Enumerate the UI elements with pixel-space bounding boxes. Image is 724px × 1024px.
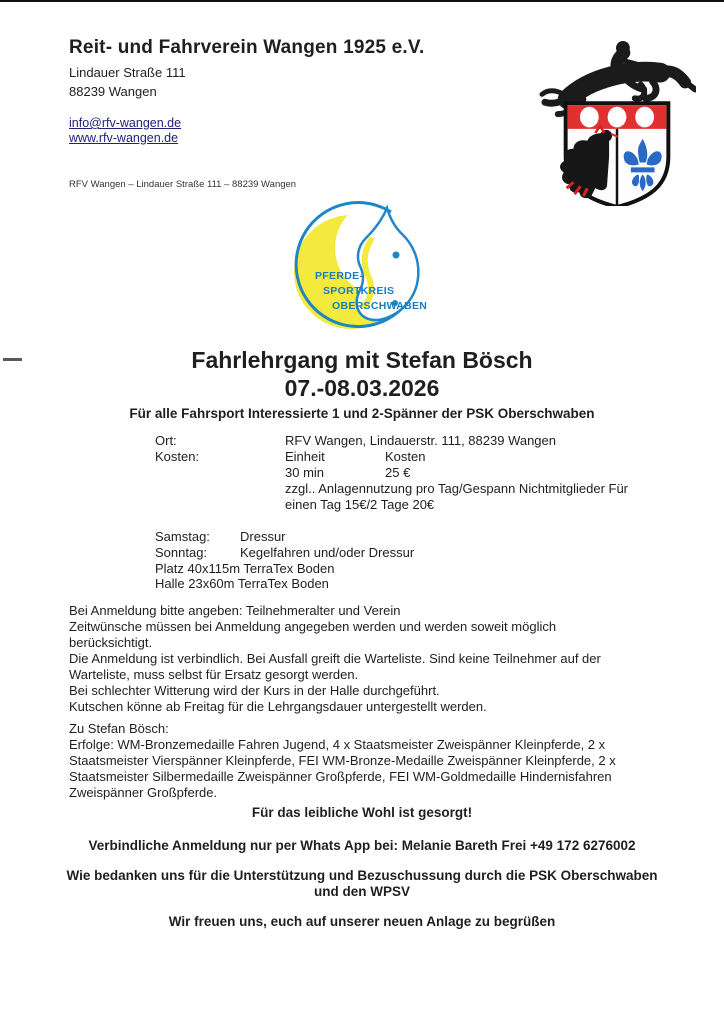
psk-oberschwaben-logo	[291, 201, 433, 339]
bio-line: Erfolge: WM-Bronzemedaille Fahren Jugend, 4 x Staatsmeister Zweispänner Kleinpferde, 2 x	[69, 737, 606, 752]
event-date: 07.-08.03.2026	[284, 375, 440, 401]
sender-address-line: RFV Wangen – Lindauer Straße 111 – 88239 Wangen	[69, 179, 297, 190]
info-line: Warteliste, muss selbst für Ersatz gesorgt werden.	[69, 667, 359, 682]
info-line: Kutschen könne ab Freitag für die Lehrgangsdauer untergestellt werden.	[69, 699, 487, 714]
address-street: Lindauer Straße 111	[69, 65, 186, 80]
kosten-label: Kosten:	[155, 449, 200, 464]
title-block	[0, 346, 724, 421]
page-title: Fahrlehrgang mit Stefan Bösch	[191, 347, 533, 373]
website-link[interactable]: www.rfv-wangen.de	[69, 131, 179, 145]
einheit-value: 30 min	[285, 465, 325, 480]
wangen-shield-icon	[560, 103, 668, 206]
org-name: Reit- und Fahrverein Wangen 1925 e.V.	[69, 37, 425, 58]
registration-contact-line: Verbindliche Anmeldung nur per Whats App bei: Melanie Bareth Frei +49 172 6276002	[88, 838, 636, 853]
zusatz-line1: zzgl.. Anlagennutzung pro Tag/Gespann Nichtmitglieder Für	[285, 481, 629, 496]
samstag-value: Dressur	[240, 529, 286, 544]
bio-line: Staatsmeister Vierspänner Kleinpferde, FEI WM-Bronze-Medaille Zweispänner Kleinpferde, 2 x	[69, 753, 616, 768]
wangen-coat-of-arms-logo	[538, 38, 696, 206]
ort-value: RFV Wangen, Lindauerstr. 111, 88239 Wangen	[285, 433, 557, 448]
address-city: 88239 Wangen	[69, 84, 157, 99]
info-line: Die Anmeldung ist verbindlich. Bei Ausfall greift die Warteliste. Sind keine Teilnehmer auf der	[69, 651, 601, 666]
letterhead	[69, 36, 425, 146]
kosten-header: Kosten	[385, 449, 426, 464]
welcome-line: Wir freuen uns, euch auf unserer neuen Anlage zu begrüßen	[168, 914, 556, 929]
schedule-block	[155, 529, 414, 592]
samstag-label: Samstag:	[155, 529, 210, 544]
psk-text-line1: PFERDE-	[315, 270, 364, 282]
bio-line: Staatsmeister Silbermedaille Zweispänner Großpferde, FEI WM-Goldmedaille Hindernisfahren	[69, 769, 612, 784]
bio-line: Zu Stefan Bösch:	[69, 721, 169, 736]
kosten-value: 25 €	[385, 465, 411, 480]
trainer-bio	[69, 721, 699, 801]
thanks-line	[0, 868, 724, 900]
zusatz-line2: einen Tag 15€/2 Tage 20€	[285, 497, 435, 512]
info-line: Zeitwünsche müssen bei Anmeldung angegeben werden und werden soweit möglich	[69, 619, 557, 634]
halle-line: Halle 23x60m TerraTex Boden	[155, 576, 329, 592]
info-line: berücksichtigt.	[69, 635, 153, 650]
ort-label: Ort:	[155, 433, 177, 448]
info-line: Bei Anmeldung bitte angeben: Teilnehmeralter und Verein	[69, 603, 401, 618]
platz-line: Platz 40x115m TerraTex Boden	[155, 560, 335, 576]
thanks-line-1: Wie bedanken uns für die Unterstützung und Bezuschussung durch die PSK Oberschwaben	[66, 868, 658, 883]
thanks-line-2: und den WPSV	[314, 884, 410, 899]
registration-info	[69, 603, 699, 715]
event-details	[155, 433, 628, 513]
bio-line: Zweispänner Großpferde.	[69, 785, 218, 800]
sonntag-label: Sonntag:	[155, 544, 208, 560]
email-link[interactable]: info@rfv-wangen.de	[69, 116, 182, 130]
horse-eye	[393, 252, 400, 259]
subtitle: Für alle Fahrsport Interessierte 1 und 2-Spänner der PSK Oberschwaben	[129, 406, 595, 421]
info-line: Bei schlechter Witterung wird der Kurs in der Halle durchgeführt.	[69, 683, 440, 698]
sonntag-value: Kegelfahren und/oder Dressur	[240, 544, 415, 560]
psk-text-line2: SPORTKREIS	[323, 285, 395, 297]
contact-links	[69, 116, 425, 146]
einheit-header: Einheit	[285, 449, 325, 464]
catering-note: Für das leibliche Wohl ist gesorgt!	[251, 805, 473, 820]
psk-text-line3: OBERSCHWABEN	[332, 300, 428, 312]
